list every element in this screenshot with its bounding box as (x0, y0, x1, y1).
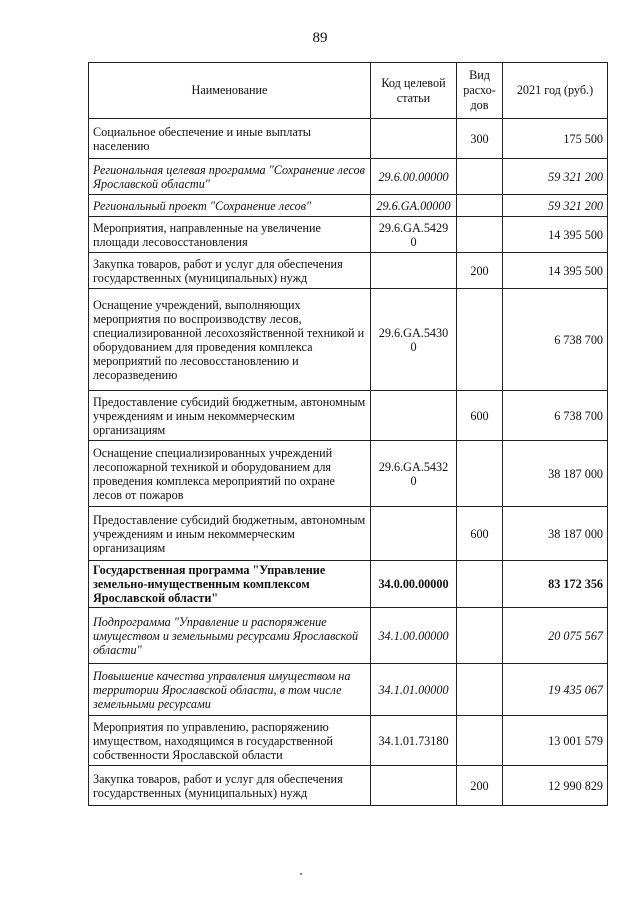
row-code (371, 391, 457, 441)
row-amount: 6 738 700 (503, 391, 608, 441)
row-amount: 59 321 200 (503, 159, 608, 195)
row-code (371, 119, 457, 159)
row-expense-type (457, 195, 503, 217)
row-code: 29.6.GA.5430 0 (371, 289, 457, 391)
table-row (89, 119, 608, 159)
row-expense-type: 200 (457, 253, 503, 289)
row-code: 34.1.01.73180 (371, 716, 457, 766)
row-code: 34.0.00.00000 (371, 561, 457, 608)
row-amount: 175 500 (503, 119, 608, 159)
row-amount: 83 172 356 (503, 561, 608, 608)
header-amount: 2021 год (руб.) (503, 63, 608, 119)
row-amount: 19 435 067 (503, 664, 608, 716)
row-code: 29.6.GA.5432 0 (371, 441, 457, 507)
table-row (89, 195, 608, 217)
table-body (89, 119, 608, 806)
row-expense-type (457, 716, 503, 766)
row-expense-type: 200 (457, 766, 503, 806)
row-name: Региональный проект "Сохранение лесов" (89, 195, 371, 217)
row-expense-type: 300 (457, 119, 503, 159)
header-name: Наименование (89, 63, 371, 119)
row-code: 29.6.00.00000 (371, 159, 457, 195)
row-code: 34.1.00.00000 (371, 608, 457, 664)
row-expense-type (457, 441, 503, 507)
row-name: Подпрограмма "Управление и распоряжение имуществом и земельными ресурсами Ярославской области" (89, 608, 371, 664)
row-expense-type (457, 159, 503, 195)
page-number: 89 (312, 30, 328, 46)
row-code: 29.6.GA.5429 0 (371, 217, 457, 253)
table-row (89, 561, 608, 608)
row-name: Социальное обеспечение и иные выплаты населению (89, 119, 371, 159)
row-amount: 20 075 567 (503, 608, 608, 664)
row-code (371, 507, 457, 561)
row-amount: 13 001 579 (503, 716, 608, 766)
row-amount: 38 187 000 (503, 507, 608, 561)
table-header-row (89, 63, 608, 119)
row-amount: 14 395 500 (503, 217, 608, 253)
row-code (371, 766, 457, 806)
table-row (89, 391, 608, 441)
table-row (89, 507, 608, 561)
row-name: Мероприятия по управлению, распоряжению имуществом, находящимся в государственной собственности Ярославской области (89, 716, 371, 766)
table-row (89, 253, 608, 289)
row-name: Предоставление субсидий бюджетным, автономным учреждениям и иным некоммерческим организациям (89, 391, 371, 441)
budget-table (88, 62, 608, 806)
row-expense-type (457, 664, 503, 716)
row-amount: 14 395 500 (503, 253, 608, 289)
scan-mark (300, 873, 302, 875)
row-code: 29.6.GA.00000 (371, 195, 457, 217)
row-name: Закупка товаров, работ и услуг для обеспечения государственных (муниципальных) нужд (89, 766, 371, 806)
row-name: Государственная программа "Управление земельно-имущественным комплексом Ярославской области" (89, 561, 371, 608)
table-row (89, 608, 608, 664)
table-row (89, 664, 608, 716)
row-expense-type: 600 (457, 507, 503, 561)
row-name: Предоставление субсидий бюджетным, автономным учреждениям и иным некоммерческим организациям (89, 507, 371, 561)
row-code (371, 253, 457, 289)
row-amount: 12 990 829 (503, 766, 608, 806)
row-name: Повышение качества управления имуществом на территории Ярославской области, в том числе земельными ресурсами (89, 664, 371, 716)
row-code: 34.1.01.00000 (371, 664, 457, 716)
header-code: Код целевой статьи (371, 63, 457, 119)
row-name: Оснащение учреждений, выполняющих мероприятия по воспроизводству лесов, специализированной лесохозяйственной техникой и оборудованием для проведения комплекса мероприятий по лесовосстановлению и лесоразведению (89, 289, 371, 391)
header-type: Вид расхо-дов (457, 63, 503, 119)
table-row (89, 289, 608, 391)
row-name: Закупка товаров, работ и услуг для обеспечения государственных (муниципальных) нужд (89, 253, 371, 289)
table-row (89, 441, 608, 507)
table-row (89, 159, 608, 195)
row-amount: 38 187 000 (503, 441, 608, 507)
row-expense-type (457, 608, 503, 664)
row-amount: 59 321 200 (503, 195, 608, 217)
row-expense-type (457, 217, 503, 253)
row-expense-type: 600 (457, 391, 503, 441)
row-name: Оснащение специализированных учреждений лесопожарной техникой и оборудованием для проведения комплекса мероприятий по охране лесов от пожаров (89, 441, 371, 507)
row-name: Региональная целевая программа "Сохранение лесов Ярославской области" (89, 159, 371, 195)
row-expense-type (457, 289, 503, 391)
row-expense-type (457, 561, 503, 608)
row-name: Мероприятия, направленные на увеличение площади лесовосстановления (89, 217, 371, 253)
table-row (89, 766, 608, 806)
row-amount: 6 738 700 (503, 289, 608, 391)
table-row (89, 716, 608, 766)
table-row (89, 217, 608, 253)
